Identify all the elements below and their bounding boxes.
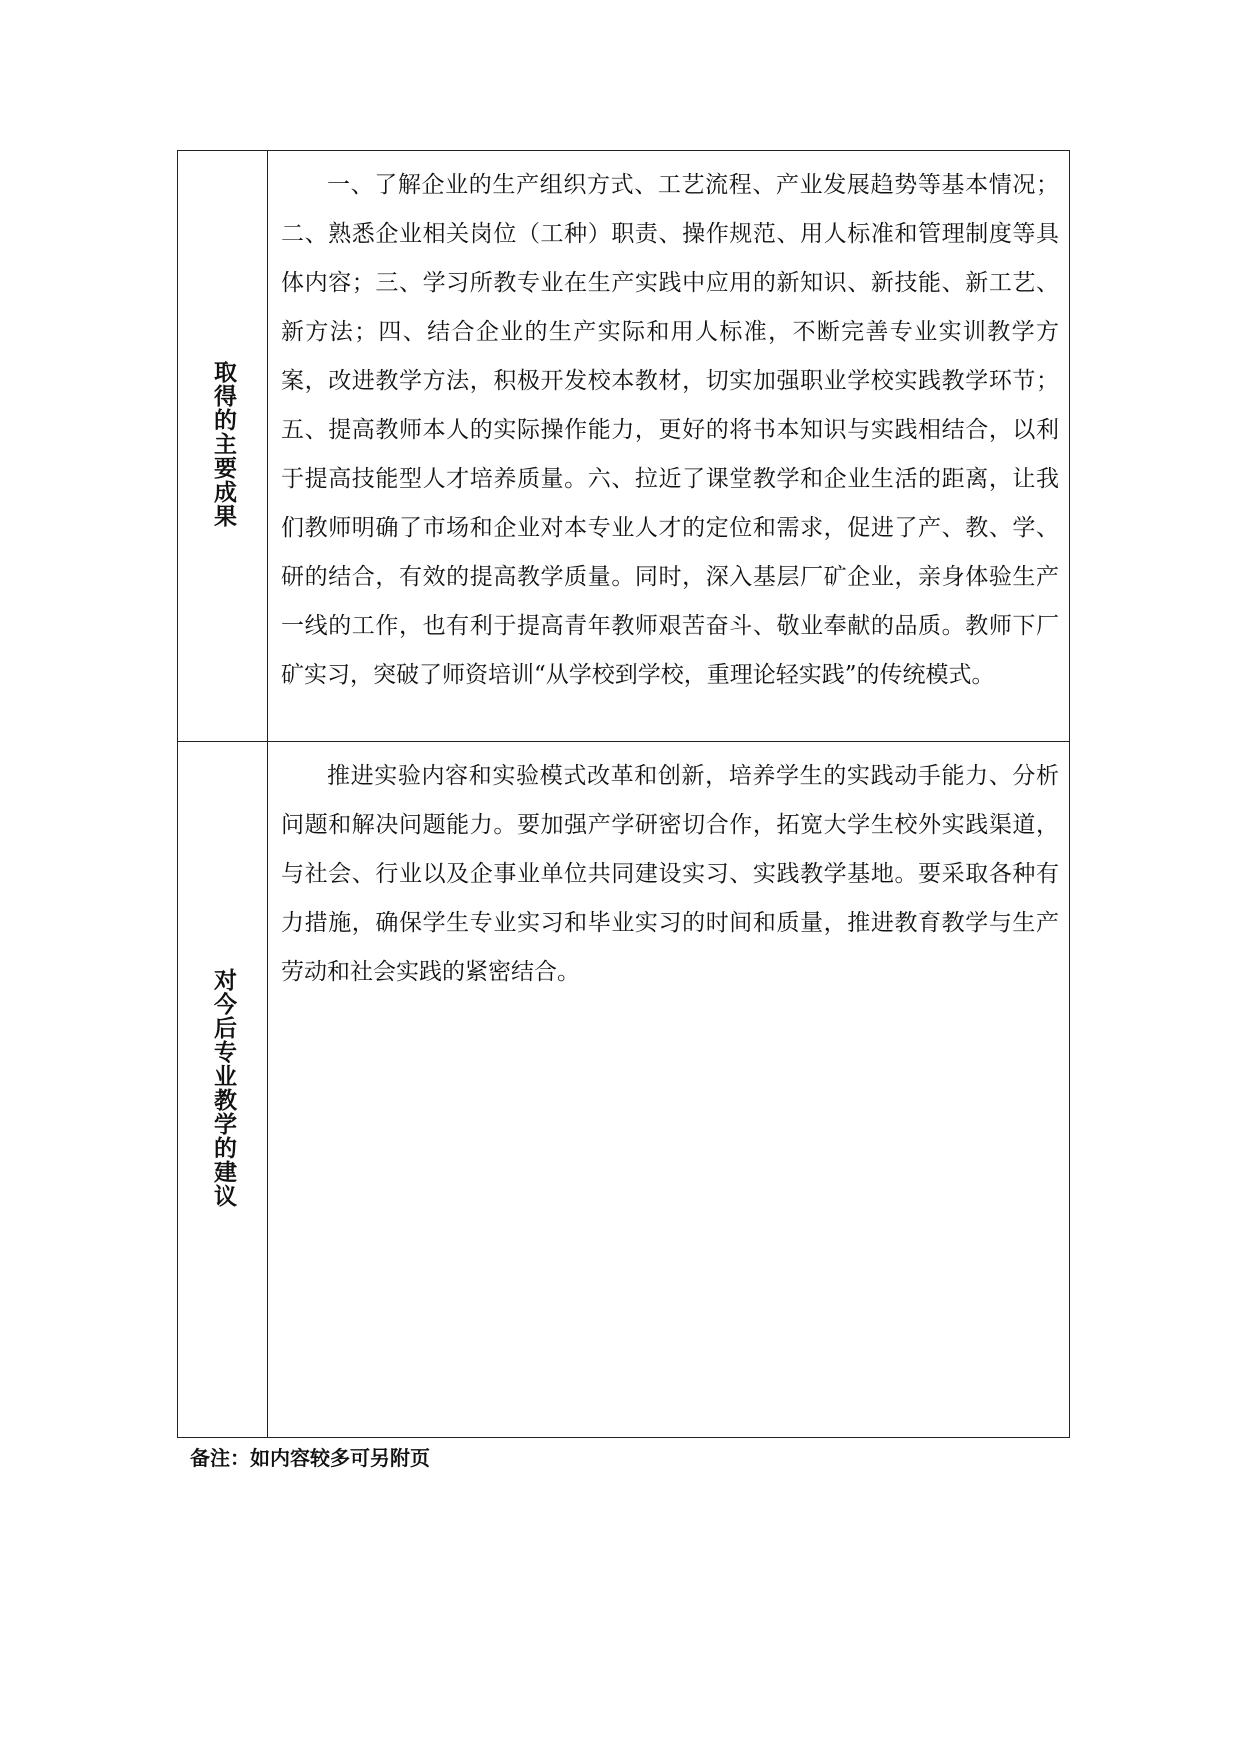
suggestions-content-cell xyxy=(268,742,1070,1438)
suggestions-text: 推进实验内容和实验模式改革和创新，培养学生的实践动手能力、分析问题和解决问题能力。要加强产学研密切合作，拓宽大学生校外实践渠道，与社会、行业以及企事业单位共同建设实习、实践教学基地。要采取各种有力措施，确保学生专业实习和毕业实习的时间和质量，推进教育教学与生产劳动和社会实践的紧密结合。 xyxy=(281,763,1059,985)
achievements-text: 一、了解企业的生产组织方式、工艺流程、产业发展趋势等基本情况；二、熟悉企业相关岗位（工种）职责、操作规范、用人标准和管理制度等具体内容；三、学习所教专业在生产实践中应用的新知识、新技能、新工艺、新方法；四、结合企业的生产实际和用人标准，不断完善专业实训教学方案，改进教学方法，积极开发校本教材，切实加强职业学校实践教学环节；五、提高教师本人的实际操作能力，更好的将书本知识与实践相结合，以利于提高技能型人才培养质量。六、拉近了课堂教学和企业生活的距离，让我们教师明确了市场和企业对本专业人才的定位和需求，促进了产、教、学、研的结合，有效的提高教学质量。同时，深入基层厂矿企业，亲身体验生产一线的工作，也有利于提高青年教师艰苦奋斗、敬业奉献的品质。教师下厂矿实习，突破了师资培训“从学校到学校，重理论轻实践”的传统模式。 xyxy=(281,172,1059,688)
report-table xyxy=(177,150,1070,1438)
achievements-label-cell xyxy=(178,151,268,742)
suggestions-row xyxy=(178,742,1070,1438)
suggestions-label-cell xyxy=(178,742,268,1438)
achievements-label: 取得的主要成果 xyxy=(210,360,236,528)
achievements-content-cell xyxy=(268,151,1070,742)
footnote: 备注：如内容较多可另附页 xyxy=(190,1446,430,1470)
achievements-row xyxy=(178,151,1070,742)
suggestions-label: 对今后专业教学的建议 xyxy=(210,967,236,1208)
